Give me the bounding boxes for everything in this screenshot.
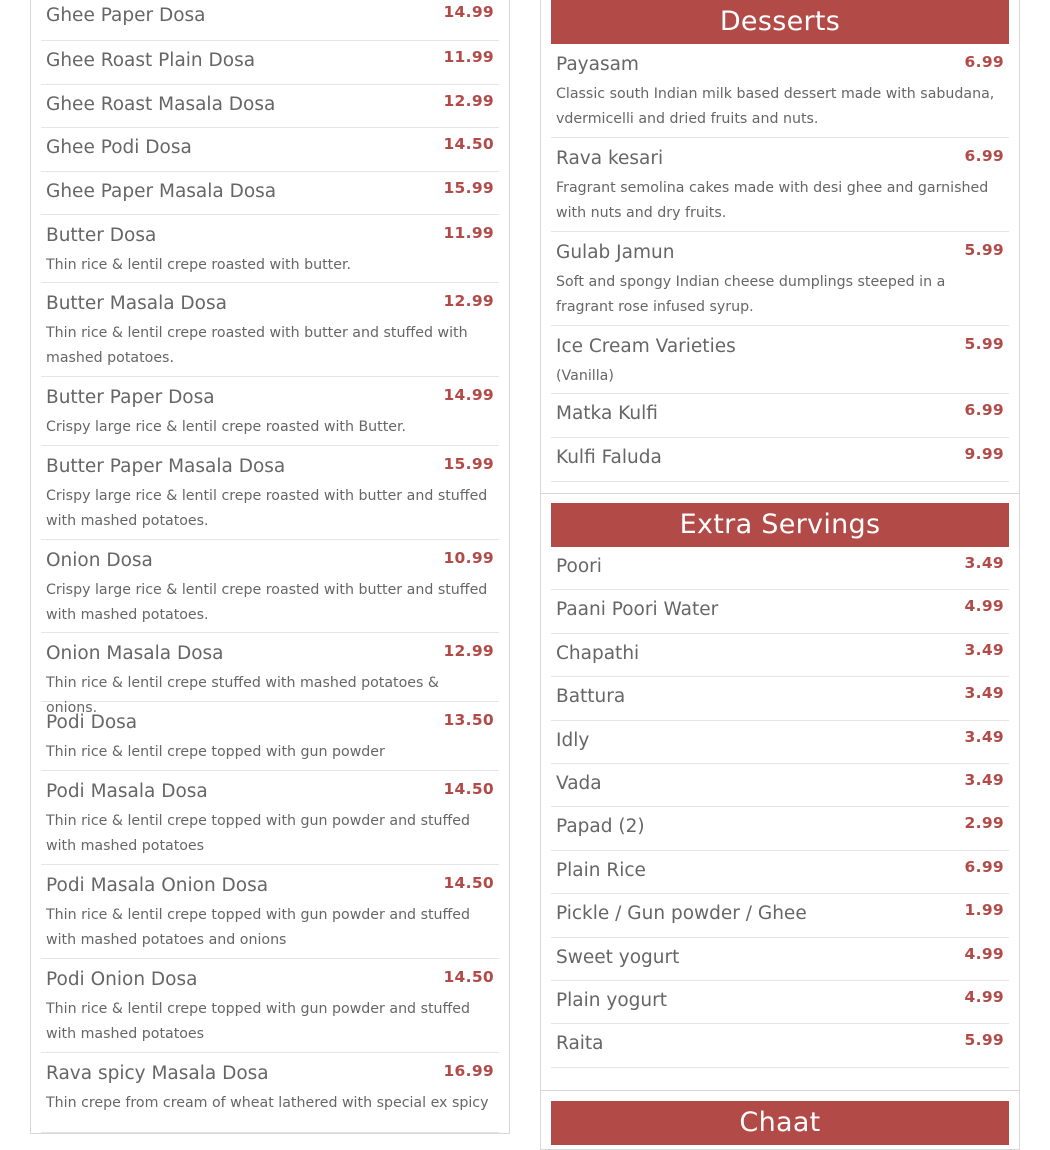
menu-item[interactable] [551,677,1009,720]
dessert-item-list [551,44,1009,482]
menu-item-name: Rava kesari [556,148,664,169]
menu-item-name: Paani Poori Water [556,599,719,621]
menu-item-name: Ghee Paper Masala Dosa [46,180,277,202]
menu-item-price: 15.99 [443,454,494,473]
menu-item-price: 11.99 [443,48,494,66]
menu-item-description: Thin rice & lentil crepe roasted with butter. [46,257,351,273]
menu-item-price: 12.99 [443,91,494,110]
extra-servings-header: Extra Servings [551,503,1009,547]
dosa-menu-column [30,0,510,1134]
menu-item[interactable] [41,215,499,283]
menu-item-name: Matka Kulfi [556,403,658,424]
menu-item[interactable] [41,446,499,540]
menu-item-name: Payasam [556,54,639,75]
desserts-header: Desserts [551,0,1009,44]
menu-item[interactable] [41,959,499,1053]
menu-item-price: 5.99 [964,241,1004,259]
menu-item-name: Onion Masala Dosa [46,643,224,664]
menu-item[interactable] [551,938,1009,981]
menu-item-name: Ice Cream Varieties [556,336,736,357]
menu-item-name: Papad (2) [556,816,645,838]
menu-item[interactable] [551,851,1009,894]
menu-item[interactable] [551,438,1009,482]
menu-item-name: Podi Masala Dosa [46,780,208,802]
menu-item-name: Podi Masala Onion Dosa [46,874,269,896]
menu-item[interactable] [41,85,499,129]
menu-item[interactable] [551,764,1009,807]
menu-item[interactable] [41,377,499,446]
menu-item-name: Battura [556,686,626,708]
menu-item-price: 5.99 [964,1031,1004,1050]
menu-item-name: Gulab Jamun [556,242,675,263]
menu-item-price: 15.99 [443,178,494,197]
menu-item-description: Thin rice & lentil crepe roasted with butter and stuffed with mashed potatoes. [46,325,468,366]
menu-item-name: Poori [556,556,602,577]
menu-item-description: (Vanilla) [556,368,614,384]
dosa-item-list [41,0,499,1133]
menu-item[interactable] [551,721,1009,764]
menu-item-description: Thin rice & lentil crepe topped with gun powder [46,744,385,760]
menu-item-description: Soft and spongy Indian cheese dumplings steeped in a fragrant rose infused syrup. [556,274,946,315]
menu-item-price: 14.50 [443,779,494,798]
menu-item-price: 11.99 [443,224,494,242]
menu-item-name: Ghee Roast Plain Dosa [46,50,256,71]
menu-item[interactable] [41,128,499,172]
menu-item[interactable] [551,1024,1009,1067]
menu-item-name: Raita [556,1033,604,1055]
menu-item-name: Sweet yogurt [556,946,680,968]
menu-item-price: 13.50 [443,711,494,729]
menu-item-price: 3.49 [964,770,1004,789]
menu-item-price: 3.49 [964,727,1004,746]
menu-item-name: Butter Dosa [46,225,157,246]
menu-item[interactable] [551,634,1009,677]
menu-item-description: Classic south Indian milk based dessert made with sabudana, vdermicelli and dried fruits and nuts. [556,86,995,127]
menu-item[interactable] [41,1053,499,1133]
menu-item-description: Crispy large rice & lentil crepe roasted with Butter. [46,419,407,435]
menu-item[interactable] [551,590,1009,633]
menu-item[interactable] [41,0,499,41]
menu-item-price: 4.99 [964,987,1004,1006]
menu-item-price: 14.50 [443,135,494,153]
menu-item[interactable] [41,41,499,85]
menu-item-name: Plain Rice [556,859,646,881]
menu-item-price: 6.99 [964,53,1004,71]
menu-item-description: Thin crepe from cream of wheat lathered with special ex spicy [46,1094,489,1111]
menu-item[interactable] [551,326,1009,394]
menu-item[interactable] [551,232,1009,326]
menu-item-name: Podi Onion Dosa [46,968,198,990]
menu-item-price: 6.99 [964,401,1004,419]
menu-item[interactable] [41,283,499,377]
menu-item-description: Fragrant semolina cakes made with desi ghee and garnished with nuts and dry fruits. [556,180,989,221]
menu-item-price: 12.99 [443,642,494,660]
menu-item-name: Butter Masala Dosa [46,293,227,314]
menu-item[interactable] [41,633,499,716]
menu-item-name: Butter Paper Dosa [46,387,215,408]
menu-item-name: Plain yogurt [556,989,667,1011]
chaat-panel [540,1090,1020,1150]
menu-item-description: Thin rice & lentil crepe stuffed with mashed potatoes & onions. [46,675,439,716]
menu-item-name: Pickle / Gun powder / Ghee [556,903,807,925]
menu-item-price: 6.99 [964,147,1004,165]
menu-item-price: 3.49 [964,640,1004,659]
menu-item-name: Butter Paper Masala Dosa [46,455,286,477]
menu-item[interactable] [551,894,1009,937]
menu-item[interactable] [41,540,499,634]
menu-item[interactable] [41,865,499,959]
menu-item-price: 5.99 [964,335,1004,353]
menu-item-description: Thin rice & lentil crepe topped with gun powder and stuffed with mashed potatoes [46,812,471,854]
menu-item-price: 10.99 [443,548,494,567]
menu-item-name: Chapathi [556,642,640,664]
menu-item-price: 9.99 [964,445,1004,463]
chaat-header: Chaat [551,1101,1009,1145]
menu-item-price: 14.99 [443,386,494,404]
menu-item-price: 12.99 [443,292,494,310]
menu-item-price: 14.50 [443,967,494,986]
menu-item[interactable] [551,138,1009,232]
menu-item-price: 3.49 [964,554,1004,572]
menu-item-price: 1.99 [964,901,1004,920]
menu-item-price: 3.49 [964,684,1004,703]
menu-item[interactable] [551,981,1009,1024]
menu-item-name: Vada [556,772,602,794]
menu-item[interactable] [41,702,499,771]
menu-item-price: 14.50 [443,873,494,892]
menu-item[interactable] [41,172,499,216]
menu-item-description: Thin rice & lentil crepe topped with gun powder and stuffed with mashed potatoes [46,1000,471,1042]
menu-item-name: Idly [556,729,590,751]
menu-item-name: Rava spicy Masala Dosa [46,1062,269,1084]
extra-servings-item-list [551,547,1009,1068]
menu-item-description: Crispy large rice & lentil crepe roasted with butter and stuffed with mashed potatoes. [46,487,488,529]
menu-item-name: Kulfi Faluda [556,447,662,468]
menu-item-description: Crispy large rice & lentil crepe roasted with butter and stuffed with mashed potatoes. [46,581,488,623]
menu-item[interactable] [551,547,1009,590]
menu-item-name: Onion Dosa [46,549,153,571]
menu-item-description: Thin rice & lentil crepe topped with gun powder and stuffed with mashed potatoes and onions [46,906,471,948]
menu-item-price: 6.99 [964,857,1004,876]
menu-item-price: 14.99 [443,3,494,21]
menu-item-name: Ghee Roast Masala Dosa [46,93,276,115]
extra-servings-panel [540,493,1020,1091]
menu-item-name: Podi Dosa [46,712,138,733]
menu-item-price: 16.99 [443,1061,494,1080]
menu-item[interactable] [551,807,1009,850]
menu-item-price: 4.99 [964,944,1004,963]
menu-item[interactable] [551,44,1009,138]
menu-item-price: 2.99 [964,814,1004,833]
menu-item-price: 4.99 [964,597,1004,616]
menu-item[interactable] [551,394,1009,438]
menu-item-name: Ghee Paper Dosa [46,5,206,26]
menu-item[interactable] [41,771,499,865]
menu-item-name: Ghee Podi Dosa [46,137,192,158]
desserts-panel [540,0,1020,494]
